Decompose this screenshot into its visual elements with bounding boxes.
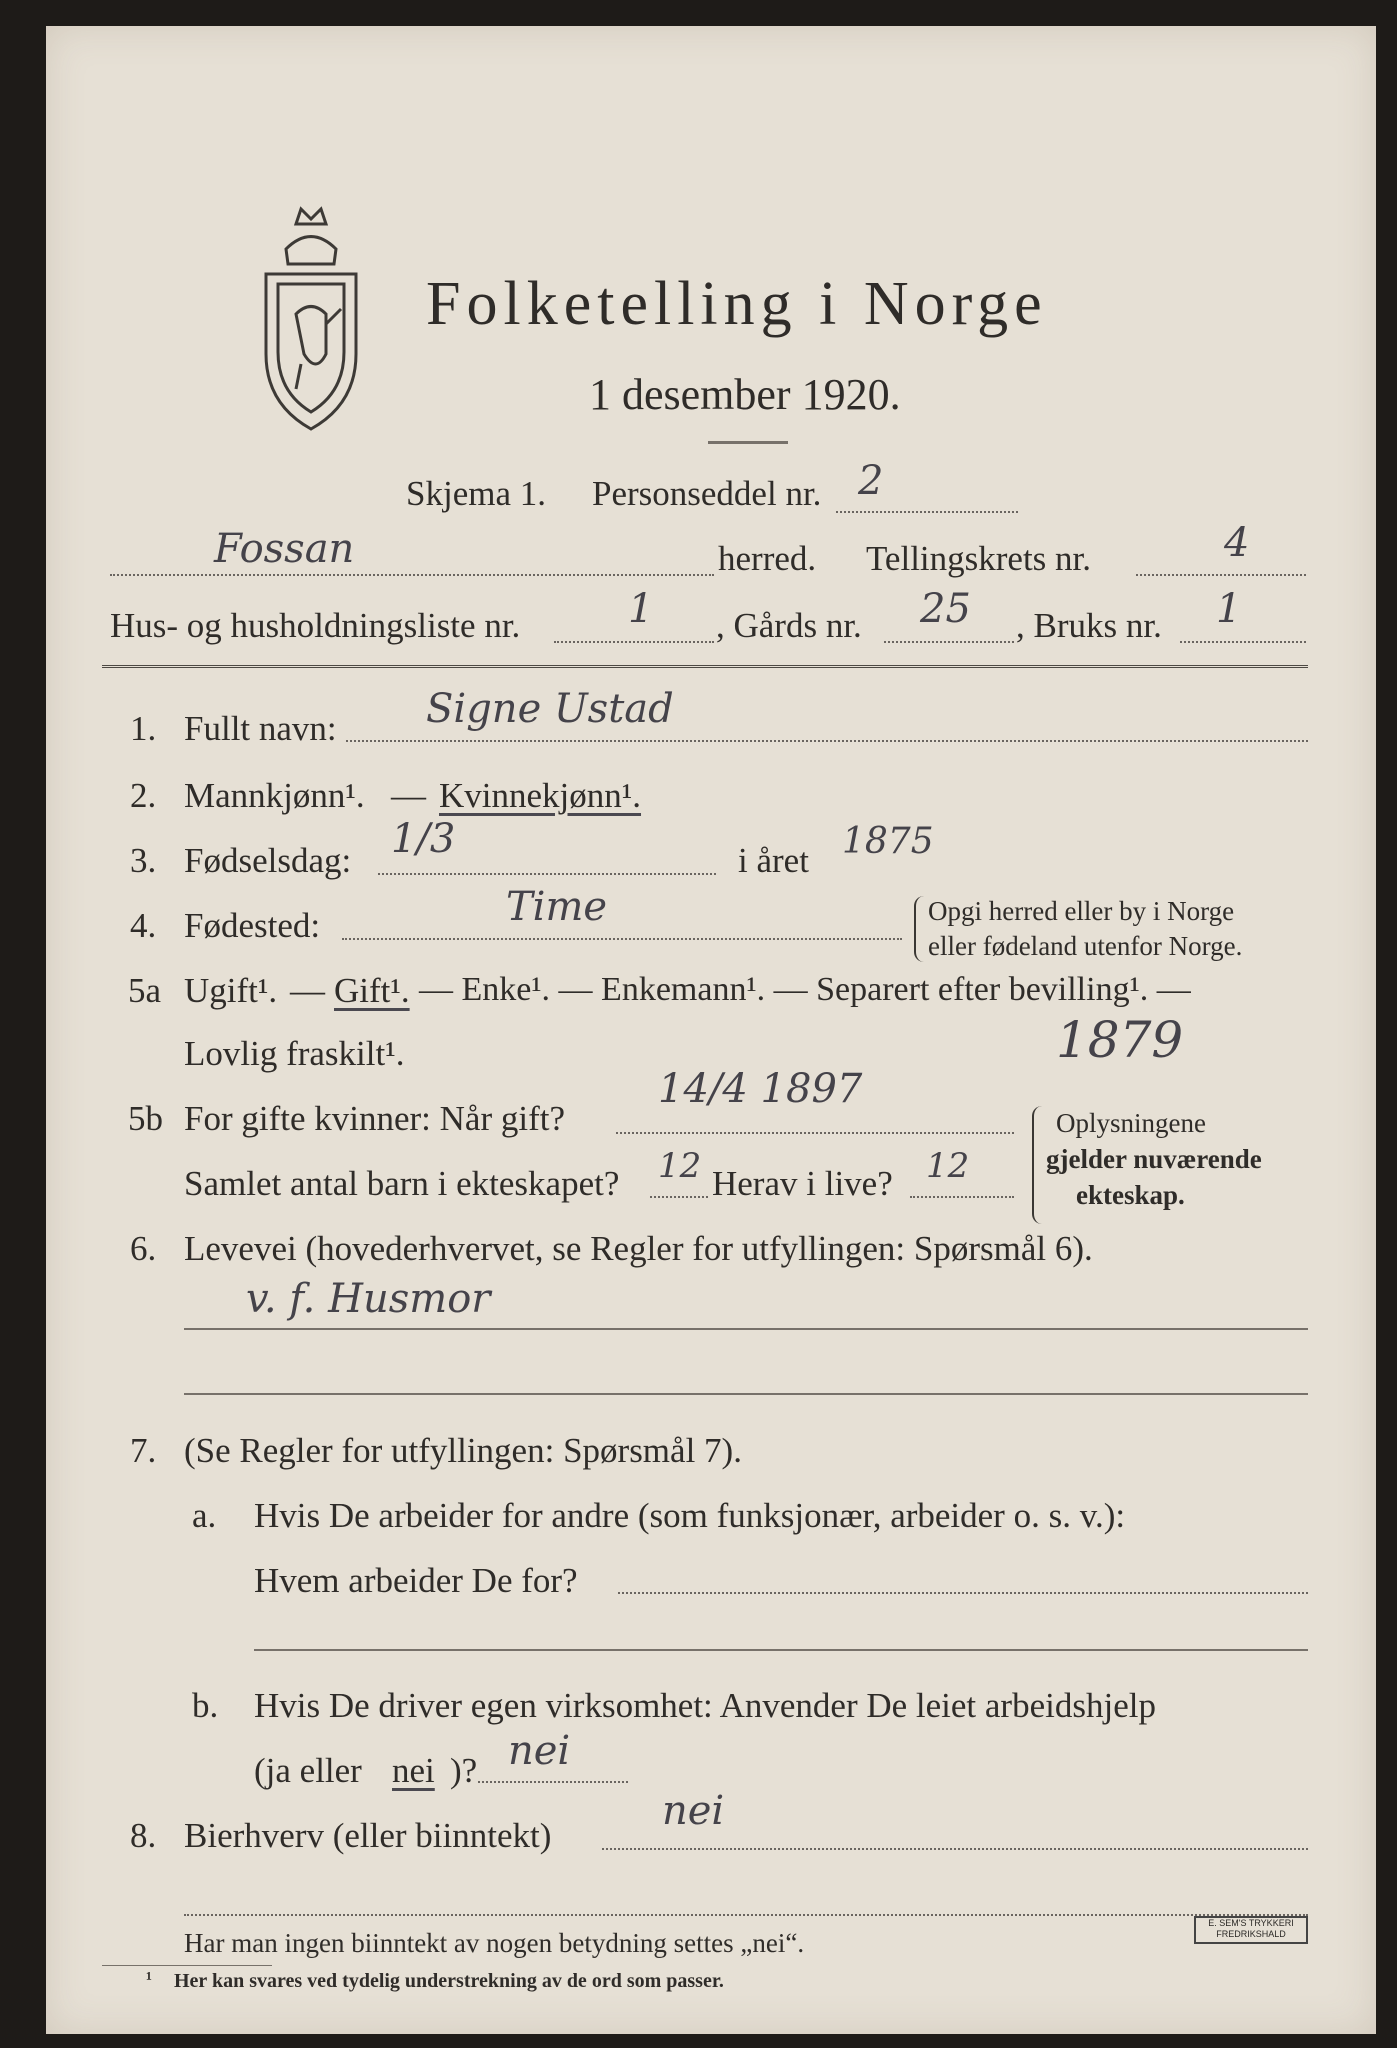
q5b-alive-field-line bbox=[910, 1196, 1014, 1198]
q5a-ugift[interactable]: Ugift¹. bbox=[184, 971, 278, 1010]
q6-answer-line2 bbox=[184, 1393, 1308, 1395]
herred-field-line bbox=[110, 574, 714, 576]
q1-field-line bbox=[346, 740, 1308, 742]
q5b-note-line3: ekteskap. bbox=[1076, 1180, 1185, 1210]
q3-year-label: i året bbox=[738, 841, 809, 880]
footnote-text: Her kan svares ved tydelig understrekning av de ord som passer. bbox=[174, 1970, 724, 1992]
hus-label: Hus- og husholdningsliste nr. bbox=[110, 606, 521, 645]
gards-value[interactable]: 25 bbox=[920, 586, 971, 632]
form-title: Folketelling i Norge bbox=[426, 270, 1048, 338]
personseddel-label: Personseddel nr. bbox=[592, 474, 822, 513]
q7b-answer-value[interactable]: nei bbox=[508, 1728, 571, 1774]
census-date: 1 desember 1920. bbox=[589, 370, 901, 419]
q5b-number: 5b bbox=[128, 1099, 163, 1138]
q5b-note-line2: gjelder nuværende bbox=[1046, 1144, 1262, 1174]
q5b-married-field-line bbox=[616, 1132, 1014, 1134]
q5b-label-alive: Herav i live? bbox=[712, 1164, 893, 1203]
q3-birthday-value[interactable]: 1/3 bbox=[391, 816, 456, 862]
q6-number: 6. bbox=[130, 1229, 157, 1268]
bruks-label: , Bruks nr. bbox=[1016, 606, 1162, 645]
herred-value[interactable]: Fossan bbox=[214, 526, 355, 572]
q7b-question-suffix: )? bbox=[450, 1751, 478, 1790]
q4-note-brace bbox=[914, 896, 924, 962]
q2-mannkjonn[interactable]: Mannkjønn¹. bbox=[184, 776, 365, 815]
q5b-children-field-line bbox=[650, 1196, 708, 1198]
q5b-label-children: Samlet antal barn i ekteskapet? bbox=[184, 1164, 620, 1203]
q1-label: Fullt navn: bbox=[184, 709, 337, 748]
q4-label: Fødested: bbox=[184, 906, 321, 945]
gards-field-line bbox=[884, 641, 1014, 643]
q6-label: Levevei (hovederhvervet, se Regler for utfyllingen: Spørsmål 6). bbox=[184, 1229, 1093, 1268]
q7a-answer-line2[interactable] bbox=[254, 1649, 1308, 1651]
census-form-sheet bbox=[46, 26, 1376, 2034]
q8-label: Bierhverv (eller biinntekt) bbox=[184, 1816, 552, 1855]
q5a-number: 5a bbox=[128, 971, 162, 1010]
q8-answer-line2[interactable] bbox=[184, 1914, 1308, 1916]
q7a-text: Hvis De arbeider for andre (som funksjonær, arbeider o. s. v.): bbox=[254, 1496, 1126, 1535]
q7b-nei-underlined[interactable]: nei bbox=[392, 1751, 435, 1790]
section-divider bbox=[102, 665, 1308, 668]
q4-note-line1: Opgi herred eller by i Norge bbox=[928, 896, 1235, 926]
printer-stamp bbox=[1194, 1916, 1308, 1944]
tellingskrets-value[interactable]: 4 bbox=[1224, 520, 1250, 566]
bruks-value[interactable]: 1 bbox=[1216, 586, 1242, 632]
q5a-separator: — bbox=[290, 971, 325, 1010]
q8-field-line bbox=[602, 1848, 1308, 1850]
norway-coat-of-arms-icon bbox=[256, 204, 366, 434]
footer-note: Har man ingen biinntekt av nogen betydning settes „nei“. bbox=[184, 1928, 805, 1958]
q8-answer-value[interactable]: nei bbox=[662, 1788, 725, 1834]
q7a-question: Hvem arbeider De for? bbox=[254, 1561, 578, 1600]
q1-full-name-value[interactable]: Signe Ustad bbox=[426, 686, 674, 732]
personseddel-field-line bbox=[836, 511, 1018, 513]
q7b-question-prefix: (ja eller bbox=[254, 1751, 362, 1790]
gards-label: , Gårds nr. bbox=[716, 606, 862, 645]
q5a-other-options[interactable]: — Enke¹. — Enkemann¹. — Separert efter bevilling¹. — bbox=[419, 971, 1191, 1008]
q7b-text: Hvis De driver egen virksomhet: Anvender De leiet arbeidshjelp bbox=[254, 1686, 1156, 1725]
q5a-gift-underlined[interactable]: Gift¹. bbox=[334, 971, 410, 1010]
hus-field-line bbox=[554, 641, 714, 643]
q5b-married-date-value[interactable]: 14/4 1897 bbox=[658, 1066, 863, 1112]
q7-label: (Se Regler for utfyllingen: Spørsmål 7). bbox=[184, 1431, 742, 1470]
footnote-mark: ¹ bbox=[146, 1968, 152, 1990]
tellingskrets-field-line bbox=[1136, 574, 1306, 576]
printer-stamp-line1: E. SEM'S TRYKKERI bbox=[1208, 1918, 1294, 1928]
printer-stamp-line2: FREDRIKSHALD bbox=[1216, 1929, 1286, 1939]
q3-number: 3. bbox=[130, 841, 157, 880]
title-divider bbox=[708, 441, 788, 444]
schema-label: Skjema 1. bbox=[406, 474, 546, 513]
q7-number: 7. bbox=[130, 1431, 157, 1470]
q5b-note-line1: Oplysningene bbox=[1056, 1108, 1206, 1138]
q4-birthplace-value[interactable]: Time bbox=[506, 884, 608, 930]
bruks-field-line bbox=[1180, 641, 1306, 643]
q5b-annotation-year: 1879 bbox=[1056, 1011, 1184, 1069]
personseddel-value[interactable]: 2 bbox=[858, 458, 884, 504]
q7a-field-line[interactable] bbox=[618, 1592, 1308, 1594]
q5b-children-value[interactable]: 12 bbox=[658, 1146, 702, 1186]
q2-number: 2. bbox=[130, 776, 157, 815]
q6-occupation-value[interactable]: v. f. Husmor bbox=[246, 1276, 491, 1322]
herred-label: herred. bbox=[718, 539, 817, 578]
q7b-field-line bbox=[478, 1781, 628, 1783]
q6-answer-line1 bbox=[184, 1328, 1308, 1330]
q5b-note-brace bbox=[1032, 1106, 1044, 1224]
q7a-letter: a. bbox=[192, 1496, 217, 1535]
q4-note-line2: eller fødeland utenfor Norge. bbox=[928, 931, 1243, 961]
q3-year-value[interactable]: 1875 bbox=[842, 821, 934, 862]
hus-value[interactable]: 1 bbox=[628, 586, 654, 632]
q4-field-line bbox=[342, 938, 902, 940]
footnote-divider bbox=[102, 1965, 272, 1966]
q4-number: 4. bbox=[130, 906, 157, 945]
q3-label: Fødselsdag: bbox=[184, 841, 352, 880]
q1-number: 1. bbox=[130, 709, 157, 748]
q5b-label-married: For gifte kvinner: Når gift? bbox=[184, 1099, 566, 1138]
q5b-alive-value[interactable]: 12 bbox=[926, 1146, 970, 1186]
q8-number: 8. bbox=[130, 1816, 157, 1855]
q3-day-field-line bbox=[378, 873, 716, 875]
q7b-letter: b. bbox=[192, 1686, 219, 1725]
q5a-lovlig-fraskilt[interactable]: Lovlig fraskilt¹. bbox=[184, 1034, 405, 1073]
tellingskrets-label: Tellingskrets nr. bbox=[866, 539, 1092, 578]
q2-separator: — bbox=[391, 776, 426, 815]
q2-kvinnekjonn-underlined[interactable]: Kvinnekjønn¹. bbox=[439, 776, 642, 815]
